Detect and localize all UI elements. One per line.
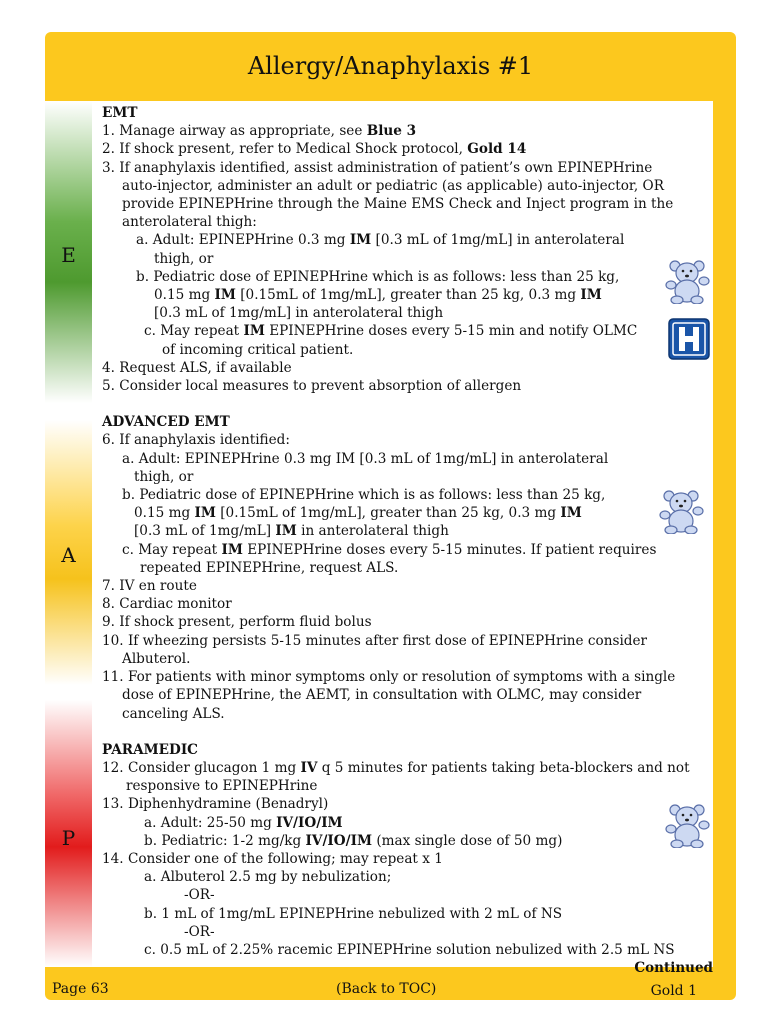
teddy-bear-icon bbox=[664, 258, 710, 304]
protocol-line: -OR- bbox=[184, 887, 215, 904]
protocol-content bbox=[102, 104, 708, 959]
section-heading: PARAMEDIC bbox=[102, 741, 198, 758]
protocol-line: a. Adult: EPINEPHrine 0.3 mg IM [0.3 mL of 1mg/mL] in anterolateral bbox=[122, 450, 609, 467]
protocol-line: 1. Manage airway as appropriate, see Blue 3 bbox=[102, 123, 417, 140]
paramedic-level-letter: P bbox=[61, 826, 76, 850]
protocol-line: 11. For patients with minor symptoms only or resolution of symptoms with a single bbox=[102, 669, 676, 686]
protocol-line: 3. If anaphylaxis identified, assist administration of patient’s own EPINEPHrine bbox=[102, 159, 653, 176]
section-heading: EMT bbox=[102, 105, 138, 121]
protocol-line: canceling ALS. bbox=[122, 705, 225, 722]
protocol-line: -OR- bbox=[184, 923, 215, 940]
protocol-line: [0.3 mL of 1mg/mL] IM in anterolateral thigh bbox=[134, 523, 449, 540]
continued-label: Continued bbox=[634, 960, 713, 976]
emt-level-letter: E bbox=[61, 243, 76, 267]
teddy-bear-icon bbox=[664, 802, 710, 848]
protocol-line: 9. If shock present, perform fluid bolus bbox=[102, 614, 372, 631]
protocol-line: 12. Consider glucagon 1 mg IV q 5 minutes for patients taking beta-blockers and not bbox=[102, 759, 690, 776]
protocol-line: b. 1 mL of 1mg/mL EPINEPHrine nebulized with 2 mL of NS bbox=[144, 905, 563, 922]
protocol-line: [0.3 mL of 1mg/mL] in anterolateral thigh bbox=[154, 305, 444, 322]
protocol-line: c. 0.5 mL of 2.25% racemic EPINEPHrine solution nebulized with 2.5 mL NS bbox=[144, 941, 675, 958]
paramedic-section bbox=[102, 741, 708, 959]
protocol-line: 14. Consider one of the following; may repeat x 1 bbox=[102, 850, 443, 867]
protocol-line: 13. Diphenhydramine (Benadryl) bbox=[102, 796, 329, 813]
protocol-line: 4. Request ALS, if available bbox=[102, 359, 292, 376]
protocol-line: dose of EPINEPHrine, the AEMT, in consultation with OLMC, may consider bbox=[122, 687, 642, 704]
page-title: Allergy/Anaphylaxis #1 bbox=[247, 52, 534, 80]
protocol-line: a. Adult: 25-50 mg IV/IO/IM bbox=[144, 814, 343, 831]
protocol-line: a. Albuterol 2.5 mg by nebulization; bbox=[144, 869, 392, 886]
protocol-line: a. Adult: EPINEPHrine 0.3 mg IM [0.3 mL of 1mg/mL] in anterolateral bbox=[136, 232, 625, 249]
section-heading: ADVANCED EMT bbox=[102, 414, 230, 431]
protocol-line: c. May repeat IM EPINEPHrine doses every 5-15 min and notify OLMC bbox=[144, 323, 638, 340]
emt-section bbox=[102, 104, 708, 395]
hospital-h-icon bbox=[668, 318, 710, 360]
protocol-line: 0.15 mg IM [0.15mL of 1mg/mL], greater than 25 kg, 0.3 mg IM bbox=[154, 287, 602, 304]
protocol-line: b. Pediatric dose of EPINEPHrine which is as follows: less than 25 kg, bbox=[122, 487, 606, 504]
protocol-line: b. Pediatric dose of EPINEPHrine which is as follows: less than 25 kg, bbox=[136, 268, 620, 285]
aemt-level-letter: A bbox=[61, 543, 76, 567]
protocol-line: 5. Consider local measures to prevent absorption of allergen bbox=[102, 378, 522, 395]
protocol-line: b. Pediatric: 1-2 mg/kg IV/IO/IM (max single dose of 50 mg) bbox=[144, 832, 563, 849]
protocol-line: provide EPINEPHrine through the Maine EMS Check and Inject program in the bbox=[122, 196, 674, 213]
protocol-line: 6. If anaphylaxis identified: bbox=[102, 432, 290, 449]
section-label: Gold 1 bbox=[650, 983, 697, 999]
protocol-line: thigh, or bbox=[134, 468, 194, 485]
protocol-line: 8. Cardiac monitor bbox=[102, 596, 232, 613]
protocol-line: auto-injector, administer an adult or pediatric (as applicable) auto-injector, OR bbox=[122, 177, 664, 194]
protocol-line: 7. IV en route bbox=[102, 578, 197, 595]
aemt-section bbox=[102, 413, 708, 722]
protocol-line: repeated EPINEPHrine, request ALS. bbox=[140, 559, 399, 576]
protocol-line: Albuterol. bbox=[122, 650, 191, 667]
protocol-line: c. May repeat IM EPINEPHrine doses every 5-15 minutes. If patient requires bbox=[122, 541, 657, 558]
protocol-line: anterolateral thigh: bbox=[122, 214, 257, 231]
back-to-toc-link[interactable]: (Back to TOC) bbox=[336, 981, 437, 997]
protocol-line: responsive to EPINEPHrine bbox=[126, 778, 318, 795]
protocol-line: 0.15 mg IM [0.15mL of 1mg/mL], greater than 25 kg, 0.3 mg IM bbox=[134, 505, 582, 522]
protocol-line: thigh, or bbox=[154, 250, 214, 267]
protocol-line: of incoming critical patient. bbox=[162, 341, 354, 358]
protocol-line: 2. If shock present, refer to Medical Shock protocol, Gold 14 bbox=[102, 141, 527, 158]
protocol-line: 10. If wheezing persists 5-15 minutes after first dose of EPINEPHrine consider bbox=[102, 632, 648, 649]
teddy-bear-icon bbox=[658, 488, 704, 534]
page-number: Page 63 bbox=[52, 981, 109, 997]
